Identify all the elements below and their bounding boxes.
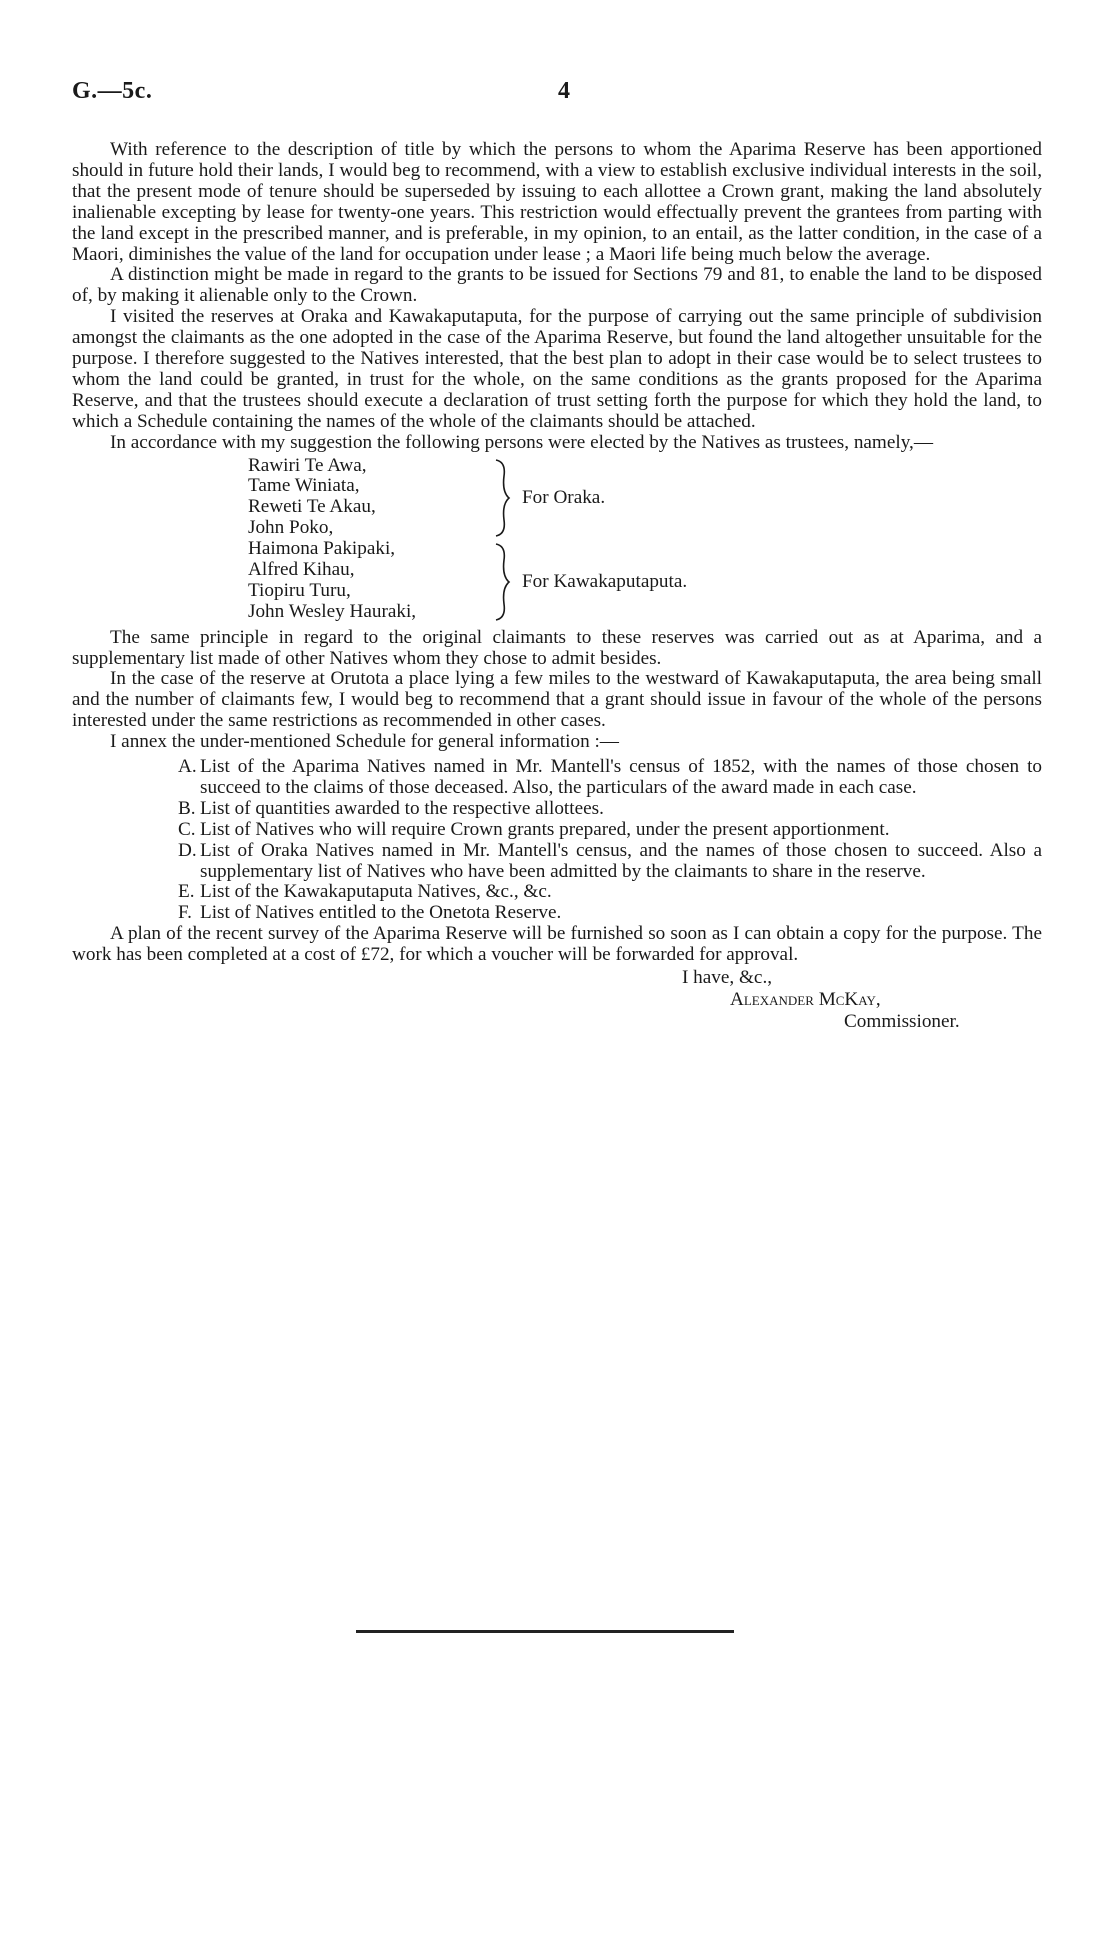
schedule-letter: C. bbox=[178, 818, 196, 840]
trustee-names bbox=[248, 456, 508, 623]
page-number: 4 bbox=[558, 78, 570, 104]
schedule-text: List of Oraka Natives named in Mr. Mantell's census, and the names of those chosen to succeed. Also a supplementary list of Natives who have been admitted by the claimants to share in the reserve. bbox=[200, 839, 1042, 882]
schedule-text: List of the Kawakaputaputa Natives, &c., &c. bbox=[200, 881, 552, 903]
signer-title: Commissioner. bbox=[844, 1011, 960, 1033]
schedule-item bbox=[72, 882, 1042, 903]
document-reference: G.—5c. bbox=[72, 78, 153, 104]
schedule-text: List of quantities awarded to the respective allottees. bbox=[200, 797, 604, 819]
schedule-letter: F. bbox=[178, 902, 192, 924]
schedule-text: List of the Aparima Natives named in Mr. Mantell's census of 1852, with the names of those chosen to succeed to the claims of those deceased. Also, the particulars of the award made in each case. bbox=[200, 756, 1042, 798]
trustee-name: John Wesley Hauraki, bbox=[248, 600, 417, 622]
oraka-brace bbox=[492, 458, 512, 538]
paragraph-trustees-intro: In accordance with my suggestion the following persons were elected by the Natives as trustees, namely,— bbox=[110, 431, 934, 453]
oraka-label: For Oraka. bbox=[522, 486, 606, 508]
paragraph-schedule-intro: I annex the under-mentioned Schedule for general information :— bbox=[110, 731, 619, 753]
paragraph-sections-79-81: A distinction might be made in regard to the grants to be issued for Sections 79 and 81, to enable the land to be disposed of, by making it alienable only to the Crown. bbox=[72, 264, 1042, 307]
salutation: I have, &c., bbox=[682, 967, 773, 989]
schedule-item bbox=[72, 757, 1042, 799]
trustee-name: Alfred Kihau, bbox=[248, 559, 355, 581]
page-header bbox=[72, 78, 1042, 108]
schedule-item bbox=[72, 841, 1042, 883]
trustee-name: Tame Winiata, bbox=[248, 475, 360, 497]
trustee-name: Rawiri Te Awa, bbox=[248, 454, 367, 476]
trustee-name: Tiopiru Turu, bbox=[248, 579, 351, 601]
paragraph-same-principle: The same principle in regard to the original claimants to these reserves was carried out as at Aparima, and a supplementary list made of other Natives whom they chose to admit besides. bbox=[72, 626, 1042, 669]
trustee-name: John Poko, bbox=[248, 517, 334, 539]
schedule-letter: B. bbox=[178, 797, 196, 819]
schedule-list bbox=[72, 757, 1042, 924]
paragraph-oraka-visit: I visited the reserves at Oraka and Kawakaputaputa, for the purpose of carrying out the same principle of subdivision amongst the claimants as the one adopted in the case of the Aparima Reserve, but found the land altogether unsuitable for the purpose. I therefore suggested to the Natives interested, that the best plan to adopt in their case would be to select trustees to whom the land could be granted, in trust for the whole, on the same conditions as the grants proposed for the Aparima Reserve, and that the trustees should execute a declaration of trust setting forth the purpose for which they hold the land, to which a Schedule containing the names of the whole of the claimants should be attached. bbox=[72, 306, 1042, 432]
trustees-list bbox=[72, 456, 1042, 624]
signoff bbox=[72, 968, 1042, 1034]
schedule-text: List of Natives who will require Crown grants prepared, under the present apportionment. bbox=[200, 818, 890, 840]
schedule-item bbox=[72, 799, 1042, 820]
kawakaputaputa-brace bbox=[492, 542, 512, 622]
closing-rule bbox=[356, 1630, 734, 1633]
schedule-item bbox=[72, 903, 1042, 924]
schedule-letter: A. bbox=[178, 756, 197, 778]
schedule-text: List of Natives entitled to the Onetota Reserve. bbox=[200, 902, 562, 924]
trustee-name: Reweti Te Akau, bbox=[248, 496, 376, 518]
paragraph-survey-plan: A plan of the recent survey of the Aparima Reserve will be furnished so soon as I can obtain a copy for the purpose. The work has been completed at a cost of £72, for which a voucher will be forwarded for approval. bbox=[72, 923, 1042, 966]
kawakaputaputa-label: For Kawakaputaputa. bbox=[522, 570, 688, 592]
trustee-name: Haimona Pakipaki, bbox=[248, 538, 396, 560]
schedule-letter: E. bbox=[178, 881, 195, 903]
paragraph-title-tenure: With reference to the description of title by which the persons to whom the Aparima Reserve has been apportioned should in future hold their lands, I would beg to recommend, with a view to establish exclusive individual interests in the soil, that the present mode of tenure should be superseded by issuing to each allottee a Crown grant, making the land absolutely inalienable excepting by lease for twenty-one years. This restriction would effectually prevent the grantees from parting with the land except in the prescribed manner, and is preferable, in my opinion, to an entail, as the latter condition, in the case of a Maori, diminishes the value of the land for occupation under lease ; a Maori life being much below the average. bbox=[72, 139, 1042, 265]
letter-body bbox=[72, 140, 1042, 1034]
schedule-item bbox=[72, 820, 1042, 841]
signer-name: Alexander McKay, bbox=[730, 989, 881, 1011]
paragraph-orutota: In the case of the reserve at Orutota a place lying a few miles to the westward of Kawakaputaputa, the area being small and the number of claimants few, I would beg to recommend that a grant should issue in favour of the whole of the persons interested under the same restrictions as recommended in other cases. bbox=[72, 668, 1042, 732]
schedule-letter: D. bbox=[178, 839, 197, 861]
